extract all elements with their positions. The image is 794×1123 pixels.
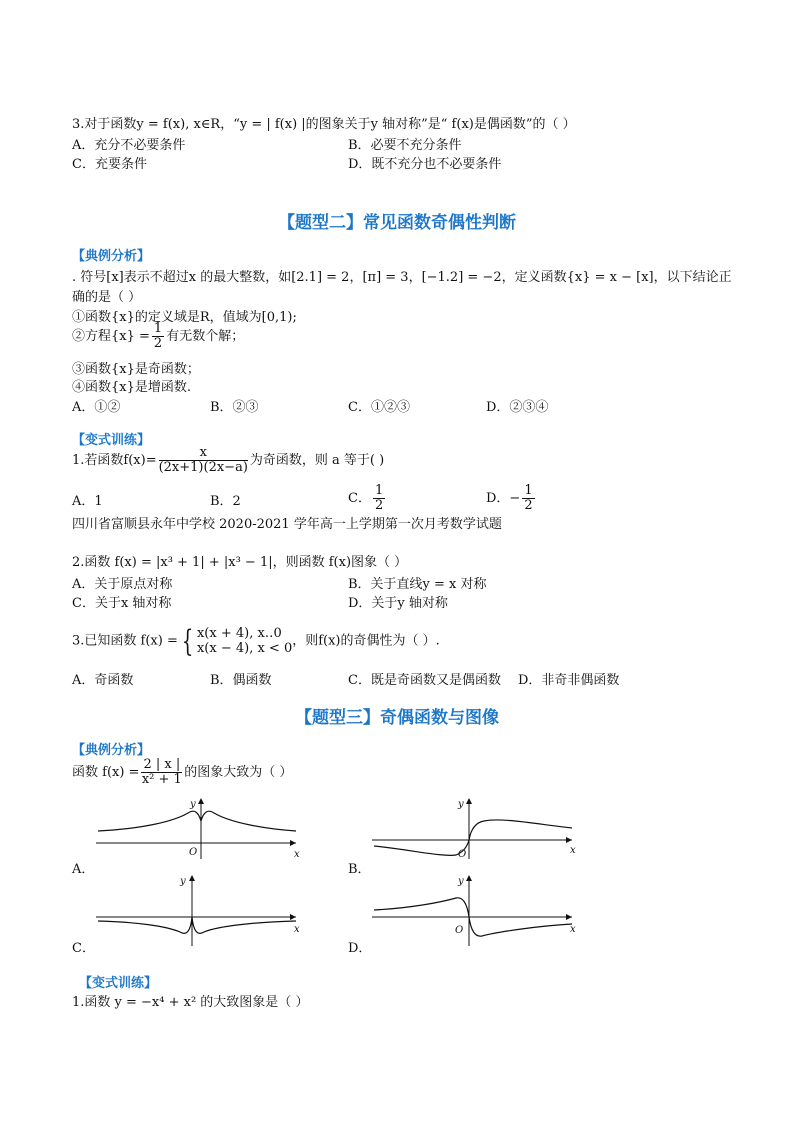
graph-option-c-label: C．: [72, 941, 95, 956]
q3-option-c: C．充要条件: [72, 157, 147, 172]
practice-1-option-d: D．− $\frac{1}{2}$: [486, 483, 533, 513]
example-option-b: B．②③: [210, 400, 259, 415]
fraction-fx: $\frac{2 | x |}{\text{x² + 1}}$: [141, 757, 182, 787]
q3-option-d: D．既不充分也不必要条件: [348, 157, 502, 172]
practice-2-option-b: B．关于直线y = x 对称: [348, 577, 487, 592]
axis-x-label: x: [294, 849, 300, 860]
axis-y-label: y: [180, 876, 186, 887]
example-option-c: C．①②③: [348, 400, 410, 415]
practice-1-stem: 1.若函数f(x)= $\frac{x}{(2x+1)(2x-a)}$ 为奇函数，则 a 等于( ): [72, 445, 385, 475]
practice-2-option-c: C．关于x 轴对称: [72, 596, 172, 611]
fraction-p1: $\frac{x}{(2x+1)(2x-a)}$: [158, 445, 248, 475]
practice-tag-3: 【变式训练】: [79, 976, 158, 991]
piecewise-brace: { x(x + 4), x‥0 x(x − 4), x < 0: [181, 623, 293, 659]
origin-label: O: [458, 849, 467, 860]
axis-x-label: x: [570, 845, 576, 856]
axis-x-label: x: [570, 924, 576, 935]
practice-3-option-a: A．奇函数: [72, 673, 134, 688]
source-note: 四川省富顺县永年中学校 2020-2021 学年高一上学期第一次月考数学试题: [72, 517, 502, 532]
conclusion-4: ④函数{x}是增函数.: [72, 380, 192, 395]
graph-d: [372, 872, 582, 948]
practice-3-option-d: D．非奇非偶函数: [518, 673, 620, 688]
example-stem-line2: 确的是（ ）: [72, 290, 142, 305]
graph-b: [372, 795, 582, 861]
practice-1-option-c: C． $\frac{1}{2}$: [348, 483, 384, 513]
practice-2-option-d: D．关于y 轴对称: [348, 596, 448, 611]
practice-2-option-a: A．关于原点对称: [72, 577, 173, 592]
example-option-a: A．①②: [72, 400, 121, 415]
conclusion-3: ③函数{x}是奇函数；: [72, 362, 200, 377]
example-analysis-tag: 【典例分析】: [72, 249, 151, 264]
section-heading-type3: 【题型三】奇偶函数与图像: [295, 708, 499, 728]
practice-tag: 【变式训练】: [72, 433, 151, 448]
example-analysis-tag-3: 【典例分析】: [72, 743, 151, 758]
graph-a: [96, 795, 306, 861]
section-heading-type2: 【题型二】常见函数奇偶性判断: [278, 213, 516, 233]
practice-1-option-a: A．1: [72, 494, 103, 509]
section3-practice-1: 1.函数 y = −x⁴ + x² 的大致图象是（ ）: [72, 995, 309, 1010]
origin-label: O: [455, 925, 464, 936]
graph-option-b-label: B．: [348, 862, 371, 877]
axis-y-label: y: [190, 799, 196, 810]
axis-x-label: x: [294, 924, 300, 935]
example-option-d: D．②③④: [486, 400, 549, 415]
conclusion-2: ②方程{x} = $\frac{1}{2}$ 有无数个解；: [72, 321, 245, 351]
practice-3-option-c: C．既是奇函数又是偶函数: [348, 673, 501, 688]
graph-option-d-label: D．: [348, 941, 372, 956]
graph-c: [96, 872, 306, 948]
practice-2-stem: 2.函数 f(x) = |x³ + 1| + |x³ − 1|，则函数 f(x)图象（ ）: [72, 555, 408, 570]
q3-stem: 3.对于函数y = f(x), x∈R，“y = | f(x) |的图象关于y 轴对称”是“ f(x)是偶函数”的（ ）: [72, 117, 576, 132]
section3-example-stem: 函数 f(x) = $\frac{2 | x |}{\text{x² + 1}}$ 的图象大致为（ ）: [72, 757, 293, 787]
graph-option-a-label: A．: [72, 862, 95, 877]
axis-y-label: y: [458, 876, 464, 887]
conclusion-1: ①函数{x}的定义域是R，值域为[0,1);: [72, 310, 297, 325]
q3-option-a: A．充分不必要条件: [72, 138, 186, 153]
example-stem-line1: . 符号[x]表示不超过x 的最大整数，如[2.1] = 2，[π] = 3，[−1.2] = −2，定义函数{x} = x − [x]，以下结论正: [72, 270, 732, 285]
practice-3-option-b: B．偶函数: [210, 673, 272, 688]
origin-label: O: [189, 847, 198, 858]
practice-3-stem: 3.已知函数 f(x) = { x(x + 4), x‥0 x(x − 4), x < 0 ，则f(x)的奇偶性为（ ）.: [72, 623, 440, 659]
fraction-one-half: $\frac{1}{2}$: [153, 321, 163, 351]
q3-option-b: B．必要不充分条件: [348, 138, 462, 153]
axis-y-label: y: [458, 799, 464, 810]
practice-1-option-b: B．2: [210, 494, 241, 509]
